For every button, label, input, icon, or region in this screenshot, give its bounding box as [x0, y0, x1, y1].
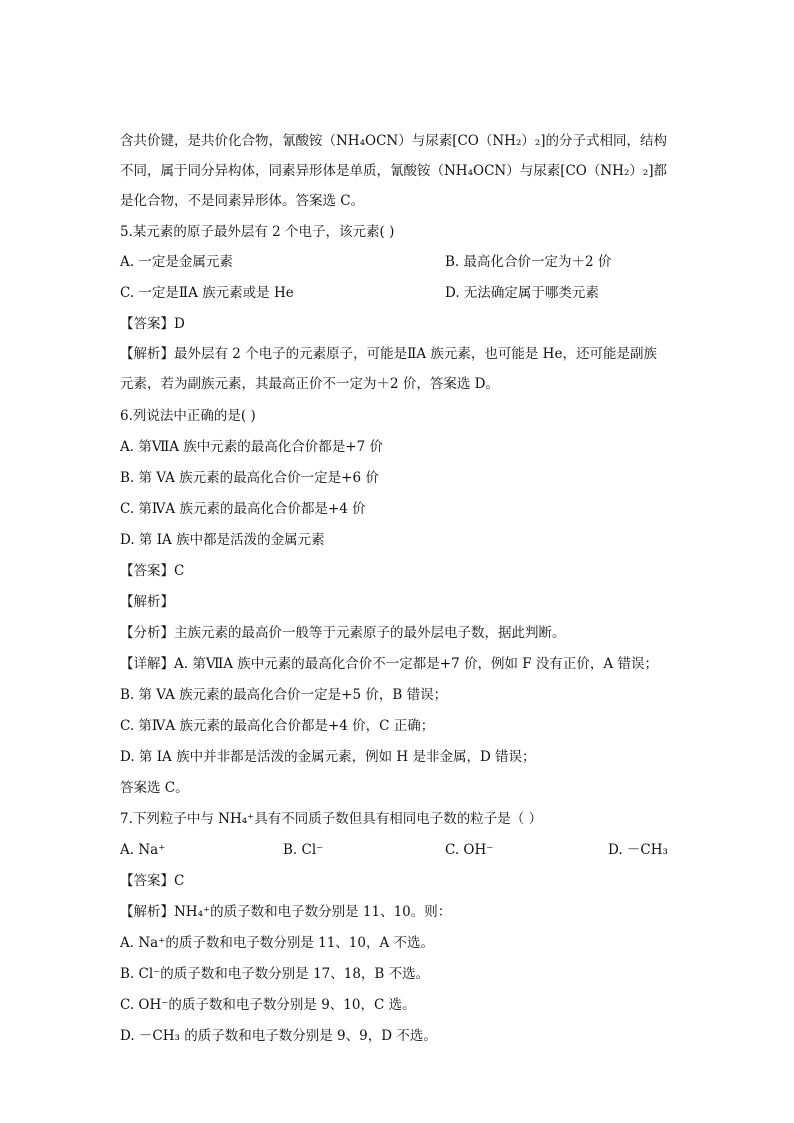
q7-explain-c: C. OH⁻的质子数和电子数分别是 9、10，C 选。: [120, 997, 416, 1013]
q5-option-d: D. 无法确定属于哪类元素: [445, 285, 599, 301]
q6-option-d: D. 第 IA 族中都是活泼的金属元素: [120, 532, 325, 548]
q5-answer: 【答案】D: [120, 316, 185, 332]
q5-option-c: C. 一定是ⅡA 族元素或是 He: [120, 285, 294, 301]
question-6: 6.列说法中正确的是( ): [120, 408, 256, 424]
q6-detail: B. 第 VA 族元素的最高化合价一定是+5 价，B 错误；: [120, 687, 448, 703]
question-7: 7.下列粒子中与 NH₄⁺具有不同质子数但具有相同电子数的粒子是（ ）: [120, 811, 543, 827]
q7-option-c: C. OH⁻: [445, 842, 494, 858]
text-line: 是化合物，不是同素异形体。答案选 C。: [120, 193, 365, 209]
text-line: 含共价键，是共价化合物，氰酸铵（NH₄OCN）与尿素[CO（NH₂）₂]的分子式相同，结构: [120, 133, 668, 149]
q7-answer: 【答案】C: [120, 873, 185, 889]
q5-option-b: B. 最高化合价一定为＋2 价: [445, 254, 612, 270]
q6-detail: D. 第 IA 族中并非都是活泼的金属元素，例如 H 是非金属，D 错误；: [120, 749, 536, 765]
q6-option-a: A. 第ⅦA 族中元素的最高化合价都是+7 价: [120, 439, 383, 455]
q7-option-b: B. Cl⁻: [283, 842, 324, 858]
q7-explain-b: B. Cl⁻的质子数和电子数分别是 17、18，B 不选。: [120, 966, 430, 982]
q5-explanation: 元素，若为副族元素，其最高正价不一定为＋2 价，答案选 D。: [120, 376, 499, 392]
q6-analysis: 【分析】主族元素的最高价一般等于元素原子的最外层电子数，据此判断。: [120, 625, 566, 641]
text-line: 不同，属于同分异构体，同素异形体是单质，氰酸铵（NH₄OCN）与尿素[CO（NH₂）₂]都: [120, 163, 668, 179]
q6-detail: 【详解】A. 第ⅦA 族中元素的最高化合价不一定都是+7 价，例如 F 没有正价，A 错误；: [120, 656, 658, 672]
q7-explanation: 【解析】NH₄⁺的质子数和电子数分别是 11、10。则：: [120, 904, 452, 920]
q7-option-d: D. －CH₃: [608, 842, 668, 858]
q6-option-c: C. 第ⅣA 族元素的最高化合价都是+4 价: [120, 501, 366, 517]
q7-explain-a: A. Na⁺的质子数和电子数分别是 11、10，A 不选。: [120, 935, 435, 951]
q6-option-b: B. 第 VA 族元素的最高化合价一定是+6 价: [120, 470, 379, 486]
q6-answer: 【答案】C: [120, 563, 185, 579]
q6-detail: C. 第ⅣA 族元素的最高化合价都是+4 价，C 正确；: [120, 718, 435, 734]
q7-option-a: A. Na⁺: [120, 842, 166, 858]
question-5: 5.某元素的原子最外层有 2 个电子，该元素( ): [120, 224, 395, 240]
q6-conclusion: 答案选 C。: [120, 780, 189, 796]
q7-explain-d: D. －CH₃ 的质子数和电子数分别是 9、9，D 不选。: [120, 1028, 437, 1044]
q5-option-a: A. 一定是金属元素: [120, 254, 233, 270]
q5-explanation: 【解析】最外层有 2 个电子的元素原子，可能是ⅡA 族元素，也可能是 He，还可能是副族: [120, 346, 657, 362]
q6-analysis-label: 【解析】: [120, 594, 174, 610]
